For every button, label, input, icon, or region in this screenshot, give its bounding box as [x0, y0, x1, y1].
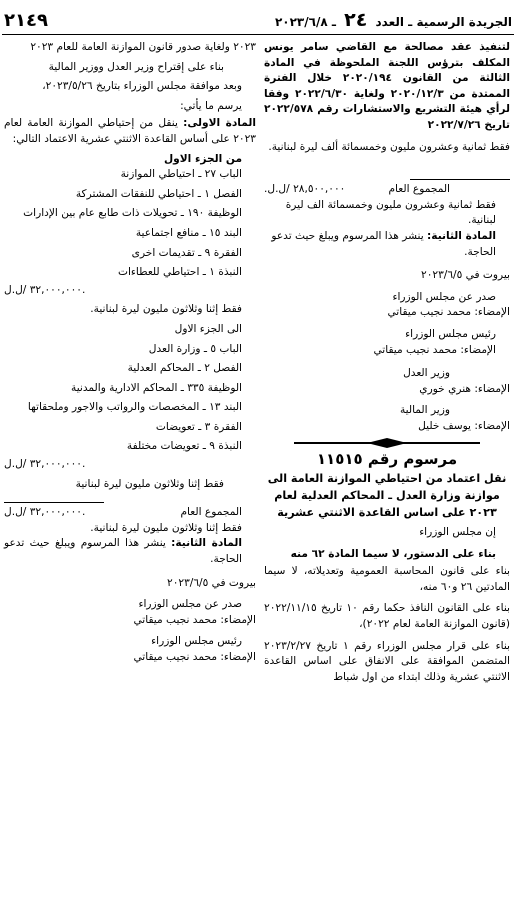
from-amount: ٣٢,٠٠٠,٠٠٠ /ل.ل. [4, 283, 86, 296]
page-number: ٢١٤٩ [4, 9, 48, 31]
total-row [264, 182, 510, 198]
official-title: وزير العدل [403, 367, 450, 380]
to-amount: ٣٢,٠٠٠,٠٠٠ /ل.ل. [4, 458, 86, 471]
to-section: الفصل ٢ ـ المحاكم العدلية [127, 362, 242, 375]
total-row [4, 505, 256, 521]
from-paragraph: الفقرة ٩ ـ تقديمات اخرى [131, 246, 242, 259]
total-label: المجموع العام [180, 506, 242, 519]
from-subsection: النبذة ١ ـ احتياطي للعطاءات [118, 266, 242, 279]
official-title: وزير المالية [399, 404, 450, 417]
to-paragraph: الفقرة ٣ ـ تعويضات [155, 420, 242, 433]
right-column [264, 40, 510, 685]
place-date: بيروت في ٢٠٢٣/٦/٥ [421, 269, 510, 282]
decree-subject: نقل اعتماد من احتياطي الموازنة العامة الى موازنة وزارة العدل ـ المحاكم العدلية لعام ٢٠٢٣ على اساس القاعدة الاثنتي عشرية [267, 472, 507, 520]
decree-title: مرسوم رقم ١١٥١٥ [316, 450, 458, 469]
total-in-words: فقط ثمانية وعشرون مليون وخمسمائة الف ليرة لبنانية. [285, 198, 496, 227]
article-one-label: المادة الاولى: [183, 117, 256, 130]
to-part: الى الجزء الاول [174, 322, 242, 335]
signature: الإمضاء: محمد نجيب ميقاتي [133, 651, 256, 663]
place-date: بيروت في ٢٠٢٣/٦/٥ [167, 576, 256, 589]
continuation-line: ٢٠٢٣ ولغاية صدور قانون الموازنة العامة للعام ٢٠٢٣ [30, 41, 256, 53]
article-one [4, 116, 256, 147]
article-two [264, 229, 510, 260]
to-amount-words: فقط إثنا وثلاثون مليون ليرة لبنانية [75, 477, 224, 490]
to-chapter: الباب ٥ ـ وزارة العدل [148, 342, 242, 355]
article-two-label: المادة الثانية: [171, 537, 242, 550]
from-section: الفصل ١ ـ احتياطي للنفقات المشتركة [75, 187, 242, 200]
from-amount-words: فقط إثنا وثلاثون مليون ليرة لبنانية. [90, 303, 242, 316]
page-header [4, 6, 512, 34]
gazette-title: الجريدة الرسمية ـ العدد [375, 15, 512, 29]
from-part: من الجزء الاول [163, 152, 242, 165]
basis-proposal: بناء على إقتراح وزير العدل ووزير المالية [48, 60, 224, 73]
left-column [4, 40, 256, 666]
basis-accounting-law: بناء على قانون المحاسبة العمومية وتعديلاته، لا سيما المادتين ٢٦ و٦٠ منه، [264, 565, 510, 593]
from-item: البند ١٥ ـ منافع اجتماعية [135, 226, 242, 239]
basis-cabinet-decision: بناء على قرار مجلس الوزراء رقم ١ تاريخ ٢٠٢٣/٢/٢٧ المتضمن الموافقة على الانفاق على اساس القاعدة الاثنتي عشرية وذلك ابتداء من اول شباط [264, 639, 510, 683]
to-item: البند ١٣ ـ المخصصات والرواتب والاجور وملحقاتها [27, 401, 242, 414]
issued-by: صدر عن مجلس الوزراء [138, 598, 242, 611]
total-label: المجموع العام [388, 183, 450, 196]
to-function: الوظيفة ٣٣٥ ـ المحاكم الادارية والمدنية [71, 381, 242, 394]
signature: الإمضاء: هنري خوري [419, 382, 510, 395]
article-two-text: ينشر هذا المرسوم ويبلغ حيث تدعو الحاجة. [271, 229, 496, 258]
signature: الإمضاء: محمد نجيب ميقاتي [373, 343, 496, 356]
issue-date: ـ ٢٠٢٣/٦/٨ [274, 15, 336, 29]
signature: الإمضاء: محمد نجيب ميقاتي [387, 306, 510, 319]
total-amount: ٢٨,٥٠٠,٠٠٠ /ل.ل. [264, 183, 346, 196]
basis-constitution: بناء على الدستور، لا سيما المادة ٦٢ منه [290, 547, 496, 560]
article-two-label: المادة الثانية: [427, 229, 496, 242]
issue-number: ٢٤ [344, 9, 368, 31]
header-rule [2, 34, 514, 35]
divider [410, 179, 510, 180]
divider [4, 502, 104, 503]
from-function: الوظيفة ١٩٠ ـ تحويلات ذات طابع عام بين الإدارات [23, 207, 242, 220]
basis-budget-law: بناء على القانون النافذ حكما رقم ١٠ تاريخ ٢٠٢٢/١١/١٥ (قانون الموازنة العامة لعام ٢٠٢٢)، [264, 602, 510, 631]
header-title-group [275, 9, 512, 31]
article-two-text: ينشر هذا المرسوم ويبلغ حيث تدعو الحاجة. [4, 537, 242, 566]
issued-by: صدر عن مجلس الوزراء [392, 290, 496, 303]
basis-approval: وبعد موافقة مجلس الوزراء بتاريخ ٢٠٢٣/٥/٢٦، [42, 80, 242, 93]
from-chapter: الباب ٢٧ ـ احتياطي الموازنة [120, 168, 242, 181]
decrees-line: يرسم ما يأتي: [180, 99, 242, 112]
to-subsection: النبذة ٩ ـ تعويضات مختلفة [126, 440, 242, 453]
official-title: رئيس مجلس الوزراء [405, 327, 496, 340]
signature: الإمضاء: يوسف خليل [418, 419, 510, 432]
amount-in-words: فقط ثمانية وعشرون مليون وخمسمائة ألف ليرة لبنانية. [268, 140, 510, 153]
article-two [4, 536, 256, 567]
decree-purpose: لتنفيذ عقد مصالحة مع القاضي سامر يونس المكلف بترؤس اللجنة الملحوظة في المادة الثالثة من القانون ٢٠٢٠/١٩٤ خلال الفترة الممتدة من ٢٠٢٠/١٢/٣ ولغاية ٢٠٢٢/٦/٣٠ وفقا لرأي هيئة التشريع والاستشارات رقم ٢٠٢٢/٥٧٨ تاريخ ٢٠٢٢/٧/٢٦ [264, 41, 511, 131]
article-one-text: ينقل من إحتياطي الموازنة العامة لعام ٢٠٢٣ على أساس القاعدة الاثنتي عشرية الاعتماد التالي: [4, 117, 256, 145]
signature: الإمضاء: محمد نجيب ميقاتي [133, 613, 256, 626]
section-ornament [264, 438, 510, 448]
official-title: رئيس مجلس الوزراء [151, 635, 242, 648]
total-amount: ٣٢,٠٠٠,٠٠٠ /ل.ل. [4, 506, 86, 519]
cabinet-line: إن مجلس الوزراء [419, 526, 496, 539]
ornament-diamond-icon [367, 438, 407, 448]
total-in-words: فقط إثنا وثلاثون مليون ليرة لبنانية. [90, 521, 242, 534]
